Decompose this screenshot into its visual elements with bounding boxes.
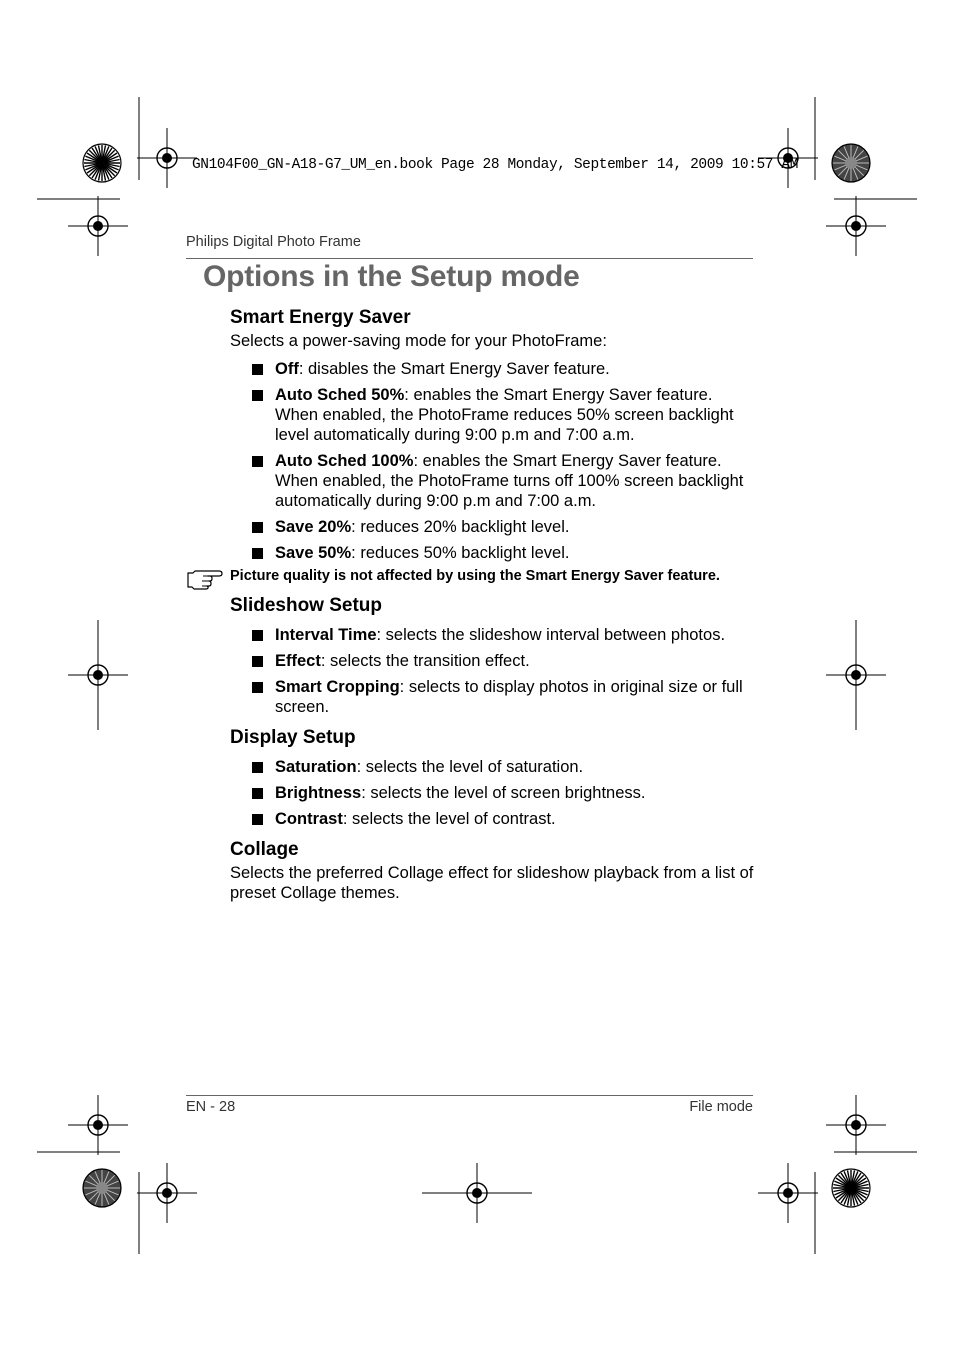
section-heading-smart-energy-saver: Smart Energy Saver <box>230 307 411 328</box>
list-item: Save 50%: reduces 50% backlight level. <box>230 543 755 563</box>
collage-body: Selects the preferred Collage effect for slideshow playback from a list of preset Collage themes. <box>230 864 754 902</box>
section-heading-display-setup: Display Setup <box>230 727 356 748</box>
list-item: Brightness: selects the level of screen brightness. <box>230 783 755 803</box>
list-item: Interval Time: selects the slideshow interval between photos. <box>230 625 755 645</box>
section-heading-slideshow-setup: Slideshow Setup <box>230 595 383 616</box>
section-heading-collage: Collage <box>230 839 299 860</box>
pointing-hand-icon <box>186 568 224 590</box>
smart-energy-list <box>230 359 755 563</box>
slideshow-list <box>230 625 755 717</box>
running-header: Philips Digital Photo Frame <box>186 234 361 250</box>
page-title: Options in the Setup mode <box>203 260 580 293</box>
print-slug: GN104F00_GN-A18-G7_UM_en.book Page 28 Monday, September 14, 2009 10:57 AM <box>192 157 799 173</box>
list-item: Auto Sched 100%: enables the Smart Energy Saver feature. When enabled, the PhotoFrame turns off 100% screen backlight automatically during 9:00 p.m and 7:00 a.m. <box>230 451 755 511</box>
page-number: EN - 28 <box>186 1099 236 1115</box>
header-rule <box>186 258 753 259</box>
list-item: Save 20%: reduces 20% backlight level. <box>230 517 755 537</box>
list-item: Contrast: selects the level of contrast. <box>230 809 755 829</box>
smart-energy-intro: Selects a power-saving mode for your PhotoFrame: <box>230 332 607 350</box>
note-block <box>230 567 755 585</box>
footer-rule <box>186 1095 753 1096</box>
page-content <box>230 306 755 903</box>
list-item: Smart Cropping: selects to display photos in original size or full screen. <box>230 677 755 717</box>
list-item: Saturation: selects the level of saturation. <box>230 757 755 777</box>
footer-section-name: File mode <box>689 1099 753 1115</box>
list-item: Effect: selects the transition effect. <box>230 651 755 671</box>
note-text: Picture quality is not affected by using the Smart Energy Saver feature. <box>230 568 720 584</box>
list-item: Auto Sched 50%: enables the Smart Energy Saver feature. When enabled, the PhotoFrame reduces 50% screen backlight level automatically during 9:00 p.m and 7:00 a.m. <box>230 385 755 445</box>
display-list <box>230 757 755 829</box>
list-item: Off: disables the Smart Energy Saver feature. <box>230 359 755 379</box>
